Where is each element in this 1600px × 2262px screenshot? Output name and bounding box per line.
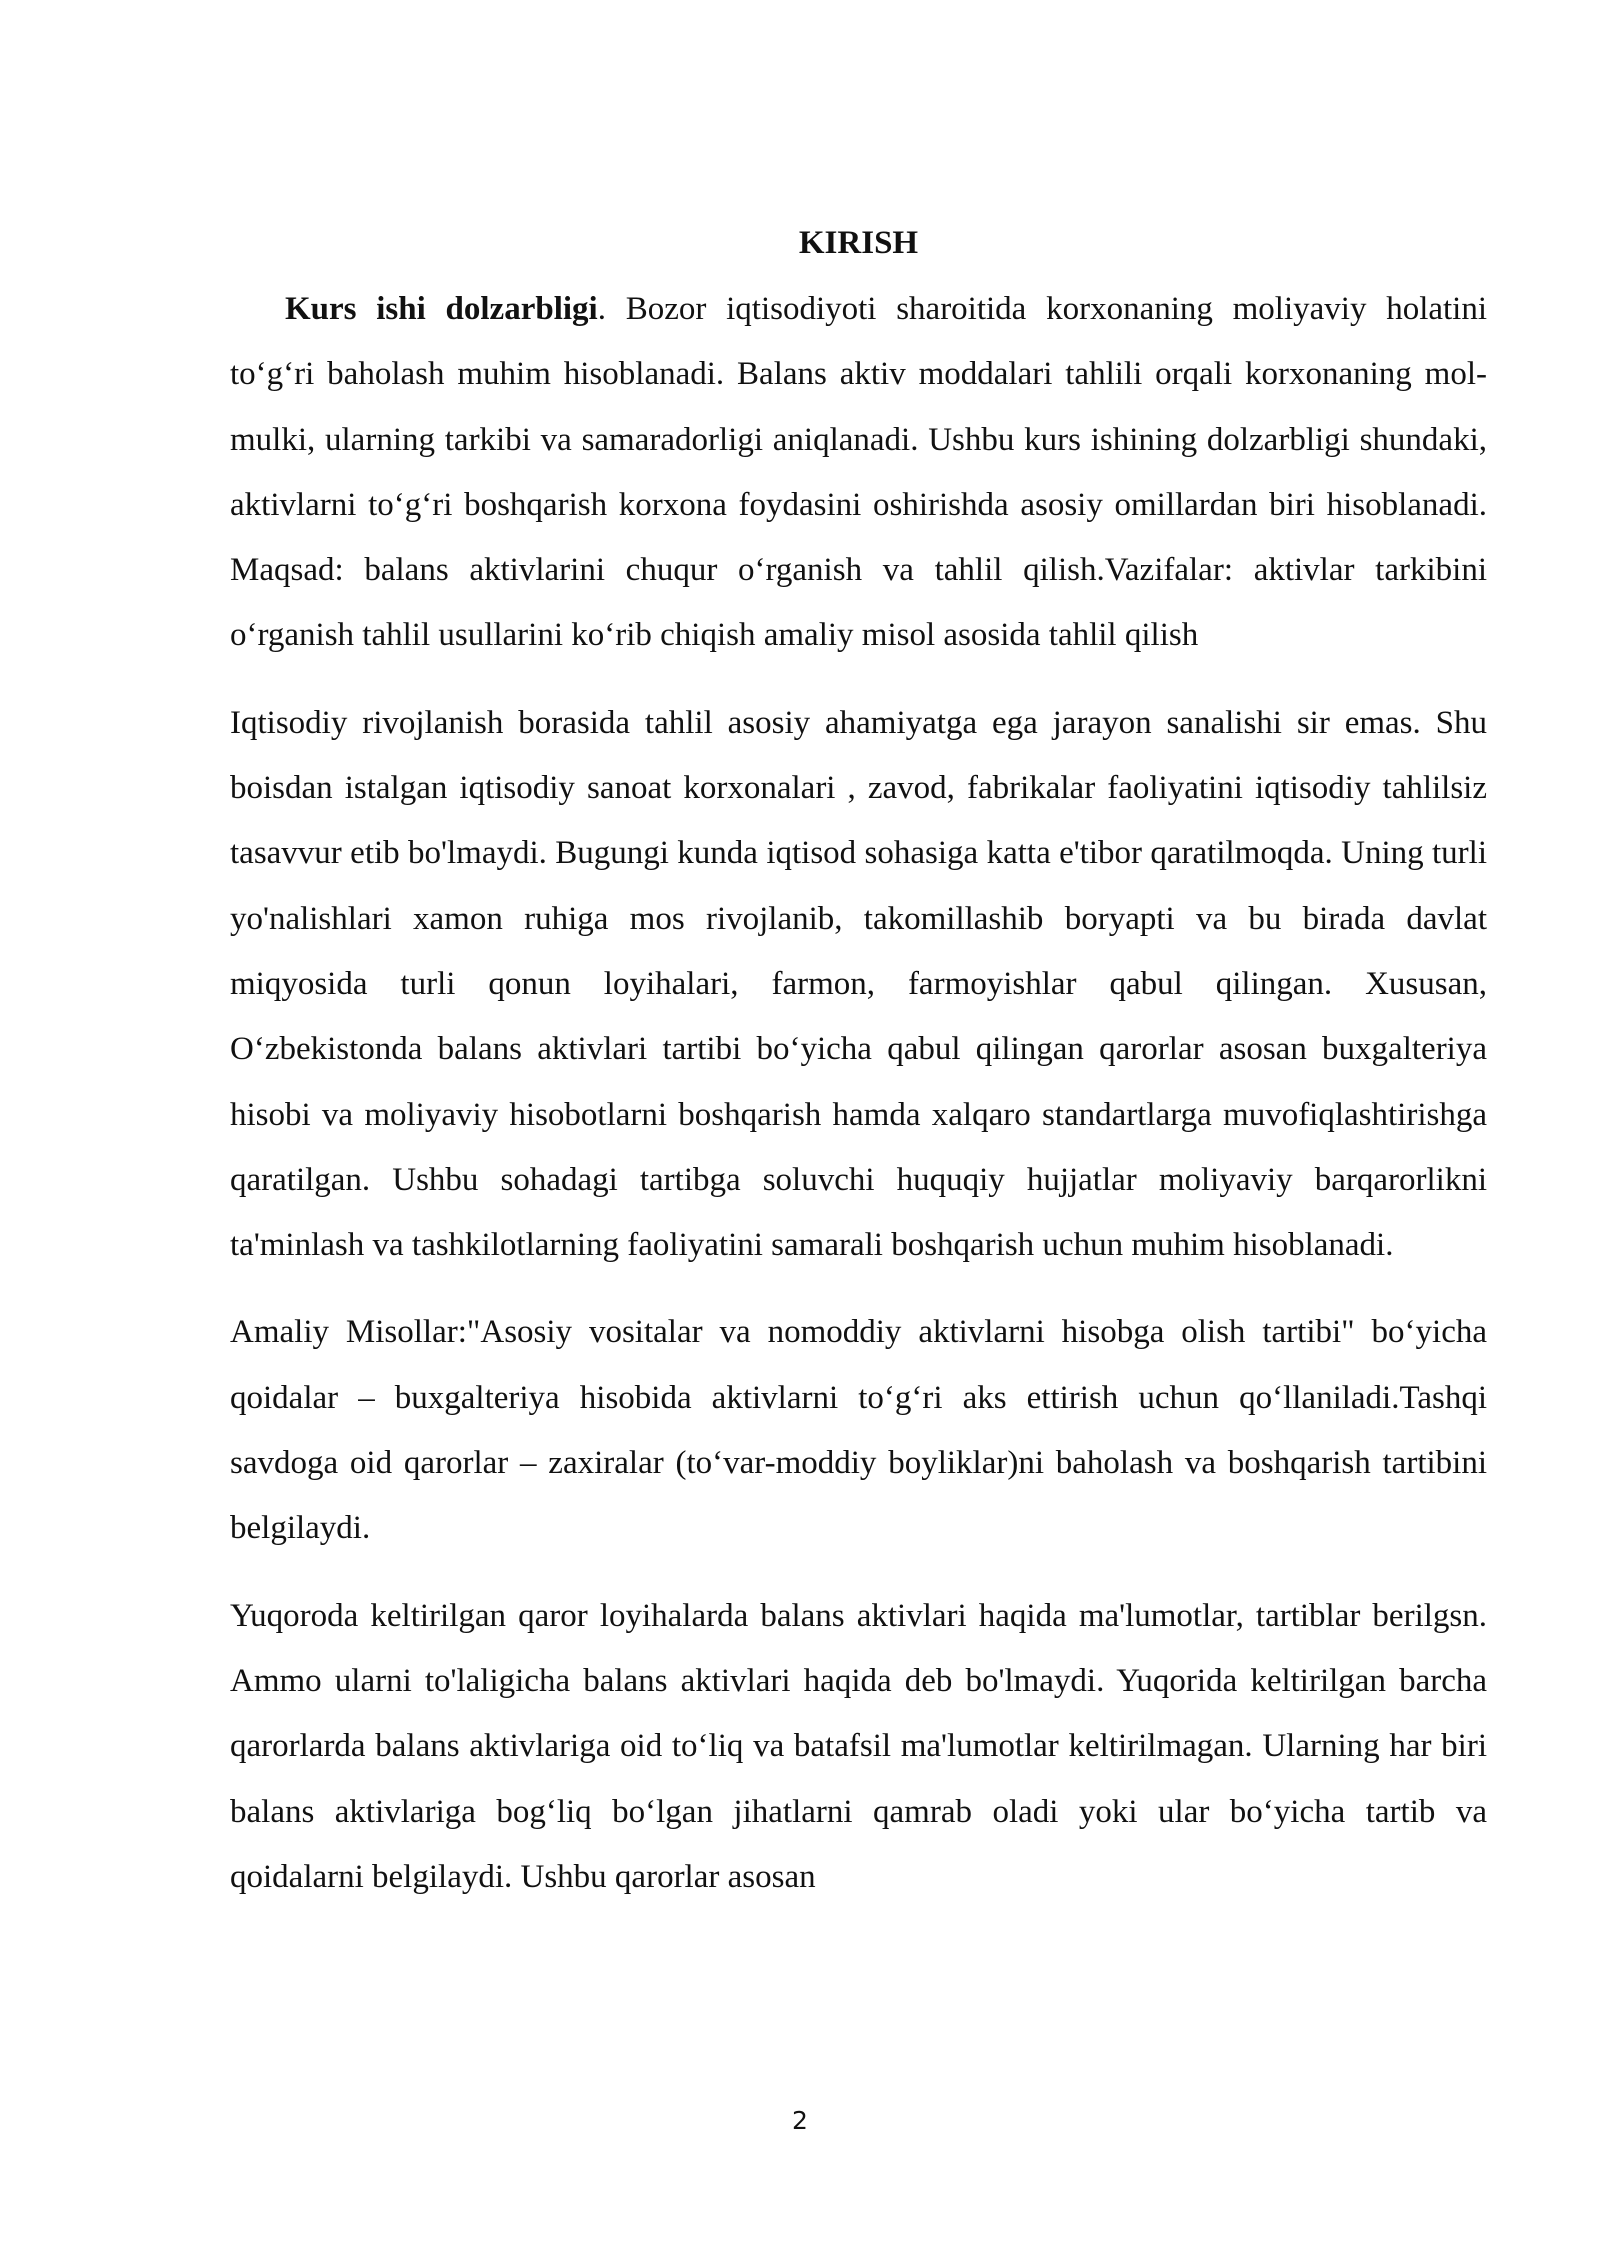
page-content [230, 215, 1487, 1910]
paragraph-economic-development: Iqtisodiy rivojlanish borasida tahlil asosiy ahamiyatga ega jarayon sanalishi sir emas. Shu boisdan istalgan iqtisodiy sanoat korxonalari , zavod, fabrikalar faoliyatini iqtisodiy tahlilsiz tasavvur etib bo'lmaydi. Bugungi kunda iqtisod sohasiga katta e'tibor qaratilmoqda. Uning turli yo'nalishlari xamon ruhiga mos rivojlanib, takomillashib boryapti va bu birada davlat miqyosida turli qonun loyihalari, farmon, farmoyishlar qabul qilingan. Xususan, O‘zbekistonda balans aktivlari tartibi bo‘yicha qabul qilingan qarorlar asosan buxgalteriya hisobi va moliyaviy hisobotlarni boshqarish hamda xalqaro standartlarga muvofiqlashtirishga qaratilgan. Ushbu sohadagi tartibga soluvchi huquqiy hujjatlar moliyaviy barqarorlikni ta'minlash va tashkilotlarning faoliyatini samarali boshqarish uchun muhim hisoblanadi. [230, 704, 1487, 1264]
paragraph-text: . Bozor iqtisodiyoti sharoitida korxonaning moliyaviy holatini to‘g‘ri baholash muhim hisoblanadi. Balans aktiv moddalari tahlili orqali korxonaning mol-mulki, ularning tarkibi va samaradorligi aniqlanadi. Ushbu kurs ishining dolzarbligi shundaki, aktivlarni to‘g‘ri boshqarish korxona foydasini oshirishda asosiy omillardan biri hisoblanadi. Maqsad: balans aktivlarini chuqur o‘rganish va tahlil qilish.Vazifalar: aktivlar tarkibini o‘rganish tahlil usullarini ko‘rib chiqish amaliy misol asosida tahlil qilish [230, 291, 1488, 654]
paragraph-decisions-summary: Yuqoroda keltirilgan qaror loyihalarda balans aktivlari haqida ma'lumotlar, tartiblar berilgsn. Ammo ularni to'laligicha balans aktivlari haqida deb bo'lmaydi. Yuqorida keltirilgan barcha qarorlarda balans aktivlariga oid to‘liq va batafsil ma'lumotlar keltirilmagan. Ularning har biri balans aktivlariga bog‘liq bo‘lgan jihatlarni qamrab oladi yoki ular bo‘yicha tartib va qoidalarni belgilaydi. Ushbu qarorlar asosan [230, 1597, 1487, 1895]
page-number: 2 [792, 2106, 808, 2135]
paragraph-lead: Kurs ishi dolzarbligi [285, 291, 598, 327]
document-title: KIRISH [798, 225, 919, 261]
paragraph-relevance [230, 277, 1487, 669]
paragraph-practical-examples: Amaliy Misollar:"Asosiy vositalar va nomoddiy aktivlarni hisobga olish tartibi" bo‘yicha qoidalar – buxgalteriya hisobida aktivlarni to‘g‘ri aks ettirish uchun qo‘llaniladi.Tashqi savdoga oid qarorlar – zaxiralar (to‘var-moddiy boyliklar)ni baholash va boshqarish tartibini belgilaydi. [230, 1314, 1487, 1547]
